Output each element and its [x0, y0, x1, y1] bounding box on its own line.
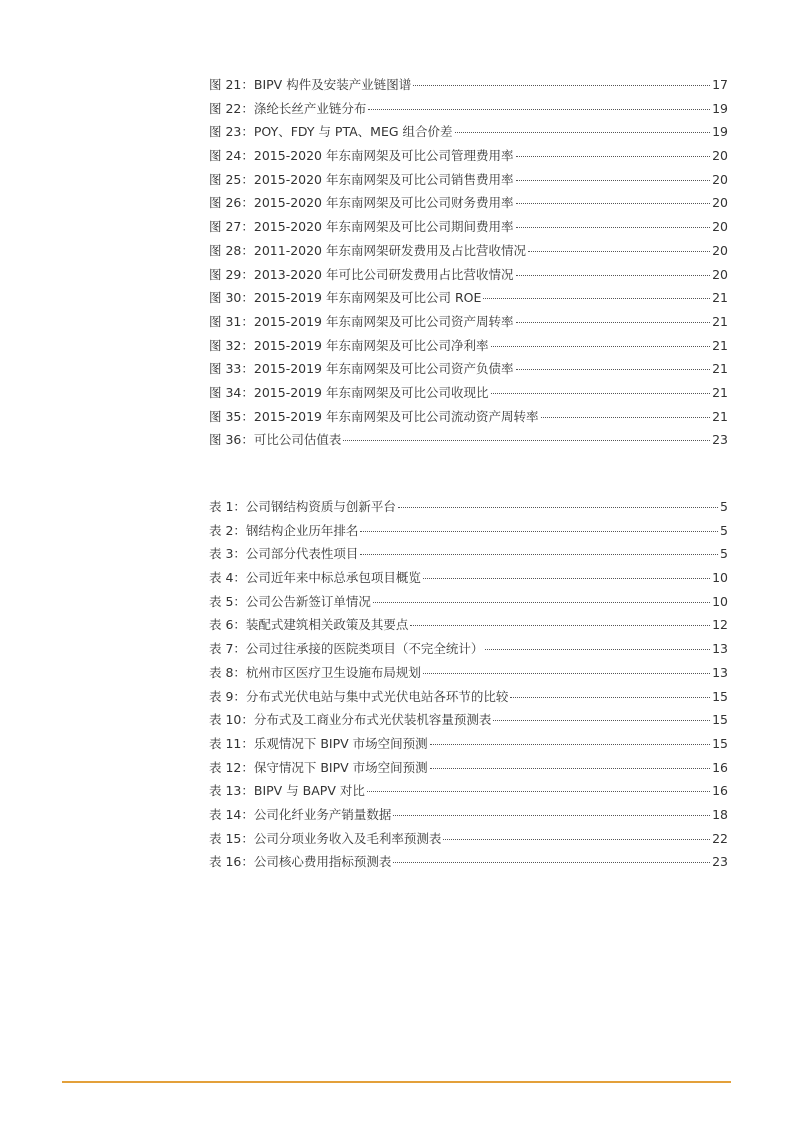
toc-entry-page-number: 13 — [712, 664, 728, 680]
dot-leader — [516, 180, 711, 181]
toc-entry-page-number: 10 — [712, 593, 728, 609]
toc-entry-page-number: 19 — [712, 124, 728, 140]
dot-leader — [541, 417, 711, 418]
dot-leader — [360, 531, 718, 532]
toc-entry-page-number: 15 — [712, 712, 728, 728]
toc-entry-label: 图 27：2015-2020 年东南网架及可比公司期间费用率 — [209, 219, 514, 235]
toc-entry-label: 表 1：公司钢结构资质与创新平台 — [209, 499, 396, 514]
dot-leader — [510, 697, 710, 698]
toc-entry-page-number: 20 — [712, 171, 728, 187]
dot-leader — [393, 862, 710, 863]
dot-leader — [516, 369, 711, 370]
figure-index-entry[interactable] — [209, 428, 728, 452]
figure-index-entry[interactable] — [209, 239, 728, 263]
toc-entry-label: 图 33：2015-2019 年东南网架及可比公司资产负债率 — [209, 361, 514, 377]
toc-entry-page-number: 21 — [712, 337, 728, 353]
toc-entry-label: 表 8：杭州市区医疗卫生设施布局规划 — [209, 664, 421, 680]
toc-entry-page-number: 20 — [712, 148, 728, 164]
figure-index-entry[interactable] — [209, 215, 728, 239]
table-index-entry[interactable] — [209, 519, 728, 543]
figure-index-entry[interactable] — [209, 334, 728, 358]
toc-entry-label: 表 14：公司化纤业务产销量数据 — [209, 806, 392, 822]
dot-leader — [343, 440, 710, 441]
table-index-entry[interactable] — [209, 803, 728, 827]
toc-entry-page-number: 21 — [712, 384, 728, 400]
table-index-entry[interactable] — [209, 637, 728, 661]
toc-entry-label: 表 2：钢结构企业历年排名 — [209, 522, 359, 538]
toc-entry-page-number: 15 — [712, 688, 728, 704]
table-index — [209, 495, 728, 874]
toc-entry-label: 表 15：公司分项业务收入及毛利率预测表 — [209, 830, 442, 846]
table-index-entry[interactable] — [209, 756, 728, 780]
toc-entry-page-number: 23 — [712, 854, 728, 870]
toc-entry-label: 图 25：2015-2020 年东南网架及可比公司销售费用率 — [209, 171, 514, 187]
toc-entry-page-number: 16 — [712, 759, 728, 775]
toc-entry-page-number: 12 — [712, 617, 728, 633]
table-index-entry[interactable] — [209, 495, 728, 519]
toc-entry-label: 表 7：公司过往承接的医院类项目（不完全统计） — [209, 641, 484, 657]
toc-entry-page-number: 20 — [712, 266, 728, 282]
table-index-entry[interactable] — [209, 661, 728, 685]
figure-index-entry[interactable] — [209, 144, 728, 168]
dot-leader — [373, 602, 710, 603]
toc-entry-label: 图 24：2015-2020 年东南网架及可比公司管理费用率 — [209, 148, 514, 164]
dot-leader — [430, 744, 710, 745]
dot-leader — [410, 625, 710, 626]
dot-leader — [430, 768, 710, 769]
figure-index-entry[interactable] — [209, 310, 728, 334]
toc-entry-label: 图 32：2015-2019 年东南网架及可比公司净利率 — [209, 337, 489, 353]
toc-entry-page-number: 19 — [712, 100, 728, 116]
dot-leader — [423, 673, 710, 674]
toc-entry-page-number: 21 — [712, 408, 728, 424]
dot-leader — [367, 791, 710, 792]
figure-index-entry[interactable] — [209, 381, 728, 405]
table-index-entry[interactable] — [209, 779, 728, 803]
toc-entry-label: 图 21：BIPV 构件及安装产业链图谱 — [209, 77, 412, 92]
toc-entry-page-number: 20 — [712, 219, 728, 235]
toc-entry-label: 图 29：2013-2020 年可比公司研发费用占比营收情况 — [209, 266, 514, 282]
toc-entry-page-number: 5 — [720, 499, 728, 514]
table-index-entry[interactable] — [209, 850, 728, 874]
toc-entry-label: 图 26：2015-2020 年东南网架及可比公司财务费用率 — [209, 195, 514, 211]
dot-leader — [491, 346, 711, 347]
toc-entry-label: 图 22：涤纶长丝产业链分布 — [209, 100, 367, 116]
toc-entry-label: 表 10：分布式及工商业分布式光伏装机容量预测表 — [209, 712, 492, 728]
dot-leader — [398, 507, 718, 508]
toc-entry-page-number: 22 — [712, 830, 728, 846]
toc-entry-page-number: 21 — [712, 313, 728, 329]
toc-entry-label: 表 9：分布式光伏电站与集中式光伏电站各环节的比较 — [209, 688, 509, 704]
dot-leader — [528, 251, 710, 252]
dot-leader — [368, 109, 710, 110]
toc-entry-label: 表 4：公司近年来中标总承包项目概览 — [209, 570, 421, 586]
toc-entry-label: 表 13：BIPV 与 BAPV 对比 — [209, 783, 365, 799]
toc-entry-label: 图 30：2015-2019 年东南网架及可比公司 ROE — [209, 290, 482, 306]
dot-leader — [360, 554, 718, 555]
table-index-entry[interactable] — [209, 542, 728, 566]
toc-entry-page-number: 15 — [712, 735, 728, 751]
toc-entry-label: 表 16：公司核心费用指标预测表 — [209, 854, 392, 870]
dot-leader — [483, 298, 710, 299]
figure-index-entry[interactable] — [209, 263, 728, 287]
table-index-entry[interactable] — [209, 827, 728, 851]
dot-leader — [455, 132, 711, 133]
toc-entry-label: 图 35：2015-2019 年东南网架及可比公司流动资产周转率 — [209, 408, 539, 424]
table-index-entry[interactable] — [209, 708, 728, 732]
dot-leader — [493, 720, 710, 721]
table-index-entry[interactable] — [209, 685, 728, 709]
figure-index-entry[interactable] — [209, 286, 728, 310]
toc-entry-label: 图 23：POY、FDY 与 PTA、MEG 组合价差 — [209, 124, 453, 140]
table-index-entry[interactable] — [209, 566, 728, 590]
figure-index — [209, 73, 728, 452]
toc-entry-label: 图 36：可比公司估值表 — [209, 432, 342, 448]
dot-leader — [485, 649, 710, 650]
toc-entry-label: 图 34：2015-2019 年东南网架及可比公司收现比 — [209, 384, 489, 400]
figure-index-entry[interactable] — [209, 168, 728, 192]
toc-entry-page-number: 21 — [712, 361, 728, 377]
table-index-entry[interactable] — [209, 613, 728, 637]
table-index-entry[interactable] — [209, 732, 728, 756]
figure-index-entry[interactable] — [209, 405, 728, 429]
dot-leader — [413, 85, 710, 86]
toc-entry-page-number: 20 — [712, 195, 728, 211]
figure-index-entry[interactable] — [209, 120, 728, 144]
dot-leader — [516, 203, 711, 204]
toc-entry-label: 表 12：保守情况下 BIPV 市场空间预测 — [209, 759, 428, 775]
dot-leader — [393, 815, 710, 816]
dot-leader — [516, 156, 711, 157]
dot-leader — [423, 578, 710, 579]
toc-entry-page-number: 18 — [712, 806, 728, 822]
figure-index-entry[interactable] — [209, 357, 728, 381]
figure-index-entry[interactable] — [209, 97, 728, 121]
toc-entry-page-number: 13 — [712, 641, 728, 657]
toc-entry-page-number: 21 — [712, 290, 728, 306]
toc-entry-label: 表 6：装配式建筑相关政策及其要点 — [209, 617, 409, 633]
dot-leader — [516, 227, 711, 228]
toc-entry-page-number: 23 — [712, 432, 728, 448]
toc-entry-label: 表 3：公司部分代表性项目 — [209, 546, 359, 562]
toc-entry-label: 图 31：2015-2019 年东南网架及可比公司资产周转率 — [209, 313, 514, 329]
figure-index-entry[interactable] — [209, 73, 728, 97]
toc-entry-page-number: 5 — [720, 546, 728, 562]
table-index-entry[interactable] — [209, 590, 728, 614]
dot-leader — [491, 393, 711, 394]
footer-divider — [62, 1081, 731, 1083]
toc-entry-page-number: 16 — [712, 783, 728, 799]
toc-entry-page-number: 20 — [712, 242, 728, 258]
dot-leader — [516, 322, 711, 323]
figure-index-entry[interactable] — [209, 191, 728, 215]
dot-leader — [443, 839, 710, 840]
toc-entry-label: 图 28：2011-2020 年东南网架研发费用及占比营收情况 — [209, 242, 526, 258]
dot-leader — [516, 275, 711, 276]
toc-entry-label: 表 5：公司公告新签订单情况 — [209, 593, 371, 609]
toc-entry-page-number: 5 — [720, 522, 728, 538]
toc-entry-page-number: 17 — [712, 77, 728, 92]
toc-entry-page-number: 10 — [712, 570, 728, 586]
toc-entry-label: 表 11：乐观情况下 BIPV 市场空间预测 — [209, 735, 428, 751]
